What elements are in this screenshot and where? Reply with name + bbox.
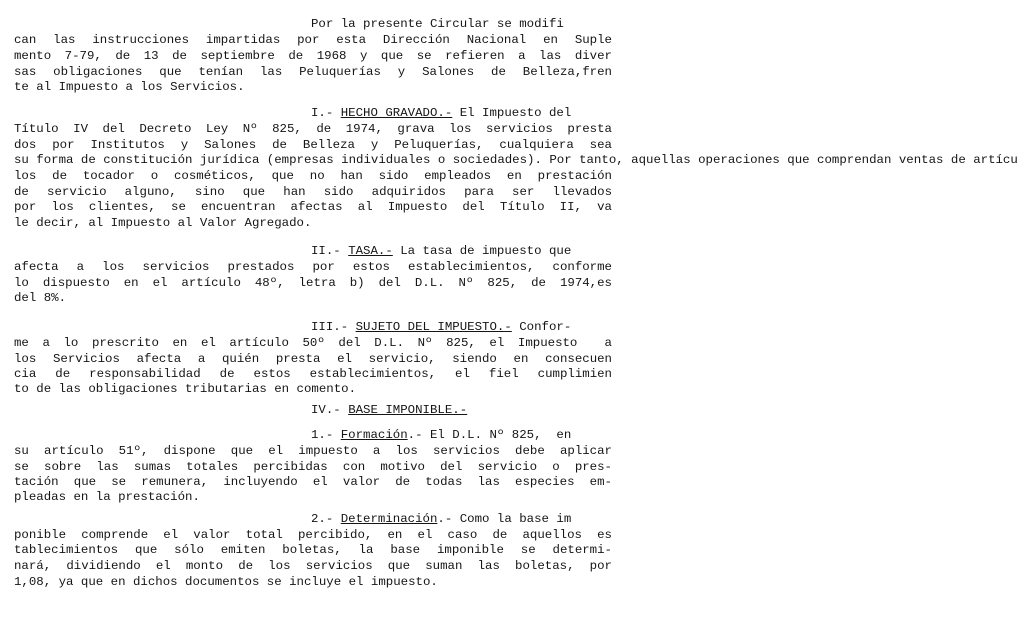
- subsection-heading: Formación: [340, 428, 408, 442]
- section-line: de servicio alguno, sino que han sido adquiridos para ser llevados: [14, 185, 612, 199]
- intro-line: can las instrucciones impartidas por esta Dirección Nacional en Suple: [14, 33, 612, 47]
- section-line: le decir, al Impuesto al Valor Agregado.: [14, 216, 312, 230]
- section-heading: SUJETO DEL IMPUESTO.-: [355, 320, 512, 334]
- section-heading-line: [311, 106, 571, 121]
- section-heading: HECHO GRAVADO.-: [340, 106, 453, 120]
- subsection-number: 1.-: [311, 428, 334, 442]
- section-line: los de tocador o cosméticos, que no han sido empleados en prestación: [14, 169, 612, 183]
- intro-line: mento 7-79, de 13 de septiembre de 1968 y que se refieren a las diver: [14, 49, 612, 63]
- section-line: me a lo prescrito en el artículo 50º del D.L. Nº 825, el Impuesto a: [14, 336, 612, 350]
- section-line: lo dispuesto en el artículo 48º, letra b) del D.L. Nº 825, de 1974,es: [14, 276, 612, 290]
- section-line: Confor-: [519, 320, 572, 334]
- subsection-line: pleadas en la prestación.: [14, 490, 200, 504]
- intro-line: Por la presente Circular se modifi: [311, 17, 564, 31]
- subsection-number: 2.-: [311, 512, 334, 526]
- section-line: por los clientes, se encuentran afectas al Impuesto del Título II, va: [14, 200, 612, 214]
- subsection-line: Como la base im: [459, 512, 572, 526]
- section-line: to de las obligaciones tributarias en comento.: [14, 382, 357, 396]
- subsection-line: se sobre las sumas totales percibidas con motivo del servicio o pres-: [14, 460, 612, 474]
- subsection-line: nará, dividiendo el monto de los servicios que suman las boletas, por: [14, 559, 612, 573]
- section-heading: TASA.-: [348, 244, 393, 258]
- subsection-line: ponible comprende el valor total percibido, en el caso de aquellos es: [14, 528, 612, 542]
- section-heading-line: [311, 244, 571, 259]
- section-number: IV.-: [311, 403, 341, 417]
- subsection-line: tación que se remunera, incluyendo el valor de todas las especies em-: [14, 475, 612, 489]
- section-heading-line: [311, 403, 467, 418]
- section-line: su forma de constitución jurídica (empresas individuales o sociedades). Por tanto, aquellas operaciones que comprendan ventas de artícu: [14, 153, 1018, 167]
- subsection-line: 1,08, ya que en dichos documentos se incluye el impuesto.: [14, 575, 438, 589]
- subsection-heading: Determinación: [340, 512, 438, 526]
- intro-line: te al Impuesto a los Servicios.: [14, 80, 245, 94]
- section-line: dos por Institutos y Salones de Belleza y Peluquerías, cualquiera sea: [14, 138, 612, 152]
- section-heading-line: [311, 320, 571, 335]
- section-heading: BASE IMPONIBLE.-: [348, 403, 468, 417]
- intro-line: sas obligaciones que tenían las Peluquerías y Salones de Belleza,fren: [14, 65, 612, 79]
- subsection-heading-line: [311, 512, 571, 527]
- subsection-line: su artículo 51º, dispone que el impuesto a los servicios debe aplicar: [14, 444, 612, 458]
- section-line: La tasa de impuesto que: [400, 244, 572, 258]
- section-number: III.-: [311, 320, 349, 334]
- section-line: El Impuesto del: [459, 106, 572, 120]
- section-line: del 8%.: [14, 291, 67, 305]
- subsection-line: El D.L. Nº 825, en: [429, 428, 572, 442]
- section-line: afecta a los servicios prestados por estos establecimientos, conforme: [14, 260, 612, 274]
- section-number: II.-: [311, 244, 341, 258]
- section-number: I.-: [311, 106, 334, 120]
- subsection-heading-suffix: .-: [437, 512, 453, 526]
- subsection-line: tablecimientos que sólo emiten boletas, la base imponible se determi-: [14, 543, 612, 557]
- section-line: cia de responsabilidad de estos establecimientos, el fiel cumplimien: [14, 367, 612, 381]
- section-line: Título IV del Decreto Ley Nº 825, de 1974, grava los servicios presta: [14, 122, 612, 136]
- subsection-heading-suffix: .-: [407, 428, 423, 442]
- subsection-heading-line: [311, 428, 571, 443]
- section-line: los Servicios afecta a quién presta el servicio, siendo en consecuen: [14, 352, 612, 366]
